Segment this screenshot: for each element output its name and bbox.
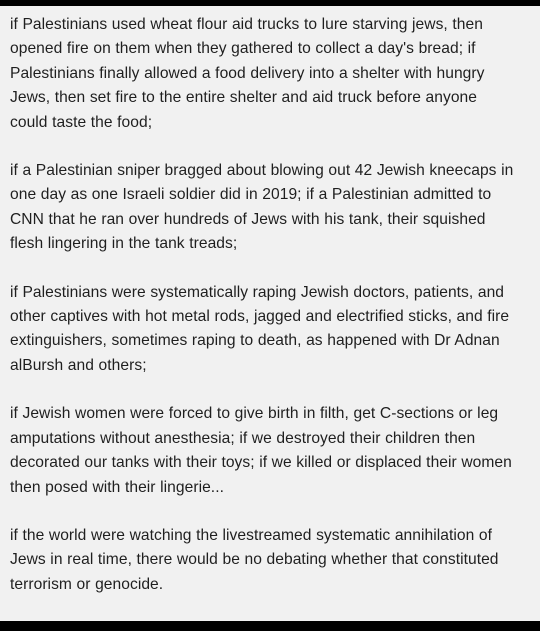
text-line: terrorism or genocide. [10,575,164,593]
text-line: flesh lingering in the tank treads; [10,235,238,253]
text-line: Jews in real time, there would be no debating whether that constituted [10,551,499,569]
text-line: Jews, then set fire to the entire shelter and aid truck before anyone [10,89,477,107]
text-line: alBursh and others; [10,356,147,374]
text-card [0,6,540,621]
text-line: CNN that he ran over hundreds of Jews with his tank, their squished [10,210,486,228]
text-line: other captives with hot metal rods, jagged and electrified sticks, and fire [10,308,510,326]
text-line: if Palestinians were systematically raping Jewish doctors, patients, and [10,283,505,301]
text-line: if the world were watching the livestreamed systematic annihilation of [10,526,493,544]
text-line: extinguishers, sometimes raping to death, as happened with Dr Adnan [10,332,500,350]
paragraph-4 [10,402,528,500]
paragraph-2 [10,159,528,257]
text-line: if Jewish women were forced to give birth in filth, get C-sections or leg [10,405,499,423]
text-line: then posed with their lingerie... [10,478,224,496]
paragraph-3 [10,281,528,379]
paragraph-5 [10,524,528,597]
text-line: Palestinians finally allowed a food delivery into a shelter with hungry [10,64,485,82]
text-line: decorated our tanks with their toys; if we killed or displaced their women [10,454,512,472]
text-line: if Palestinians used wheat flour aid trucks to lure starving jews, then [10,16,483,33]
text-line: could taste the food; [10,113,153,131]
text-line: one day as one Israeli soldier did in 2019; if a Palestinian admitted to [10,186,492,204]
paragraph-1 [10,13,528,135]
text-line: amputations without anesthesia; if we destroyed their children then [10,429,476,447]
text-line: opened fire on them when they gathered to collect a day's bread; if [10,40,476,58]
text-line: if a Palestinian sniper bragged about blowing out 42 Jewish kneecaps in [10,162,514,180]
